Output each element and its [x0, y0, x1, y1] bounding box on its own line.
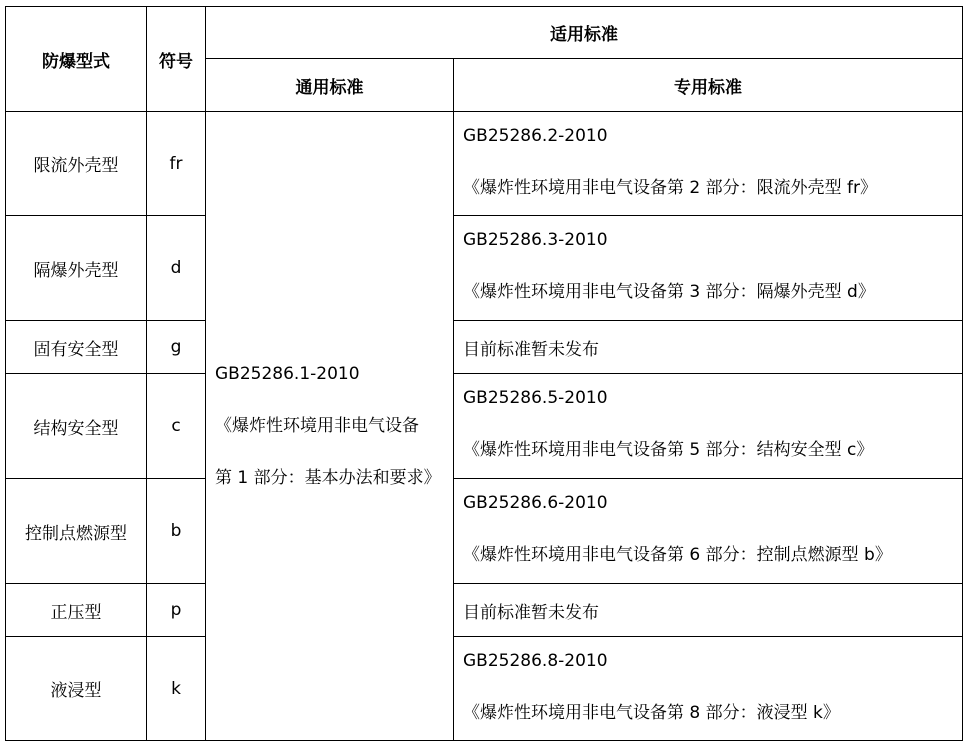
std-title: 《爆炸性环境用非电气设备第 2 部分：限流外壳型 fr》 [463, 178, 878, 198]
general-standard-code: GB25286.1-2010 [215, 364, 360, 384]
std-code: GB25286.2-2010 [463, 126, 608, 146]
symbol-cell: p [147, 584, 206, 637]
table-row [6, 112, 963, 216]
std-title: 《爆炸性环境用非电气设备第 3 部分：隔爆外壳型 d》 [463, 282, 875, 302]
specific-standard-cell: 目前标准暂未发布 [454, 584, 963, 637]
general-standard-title-2: 第 1 部分：基本办法和要求》 [215, 468, 441, 488]
symbol-cell: c [147, 374, 206, 479]
general-standard-cell [206, 112, 454, 741]
std-title: 《爆炸性环境用非电气设备第 5 部分：结构安全型 c》 [463, 440, 874, 460]
specific-standard-cell [454, 112, 963, 216]
specific-standard-cell [454, 216, 963, 321]
std-title: 《爆炸性环境用非电气设备第 6 部分：控制点燃源型 b》 [463, 545, 892, 565]
type-cell: 结构安全型 [6, 374, 147, 479]
header-general: 通用标准 [206, 59, 454, 112]
type-cell: 隔爆外壳型 [6, 216, 147, 321]
std-code: GB25286.3-2010 [463, 230, 608, 250]
std-code: GB25286.6-2010 [463, 493, 608, 513]
type-cell: 正压型 [6, 584, 147, 637]
type-cell: 限流外壳型 [6, 112, 147, 216]
specific-standard-cell [454, 637, 963, 741]
symbol-cell: b [147, 479, 206, 584]
table-row [6, 321, 963, 374]
symbol-cell: k [147, 637, 206, 741]
symbol-cell: d [147, 216, 206, 321]
symbol-cell: fr [147, 112, 206, 216]
std-code: GB25286.5-2010 [463, 388, 608, 408]
header-type: 防爆型式 [6, 7, 147, 112]
specific-standard-cell: 目前标准暂未发布 [454, 321, 963, 374]
type-cell: 固有安全型 [6, 321, 147, 374]
table-row [6, 584, 963, 637]
specific-standard-cell [454, 374, 963, 479]
std-code: GB25286.8-2010 [463, 651, 608, 671]
type-cell: 液浸型 [6, 637, 147, 741]
table-row [6, 637, 963, 741]
specific-standard-cell [454, 479, 963, 584]
header-specific: 专用标准 [454, 59, 963, 112]
type-cell: 控制点燃源型 [6, 479, 147, 584]
header-symbol: 符号 [147, 7, 206, 112]
table-row [6, 374, 963, 479]
explosion-proof-standards-table [5, 6, 963, 741]
symbol-cell: g [147, 321, 206, 374]
table-row [6, 479, 963, 584]
general-standard-title-1: 《爆炸性环境用非电气设备 [215, 416, 419, 436]
table-row [6, 216, 963, 321]
std-title: 《爆炸性环境用非电气设备第 8 部分：液浸型 k》 [463, 703, 840, 723]
header-applicable: 适用标准 [206, 7, 963, 59]
